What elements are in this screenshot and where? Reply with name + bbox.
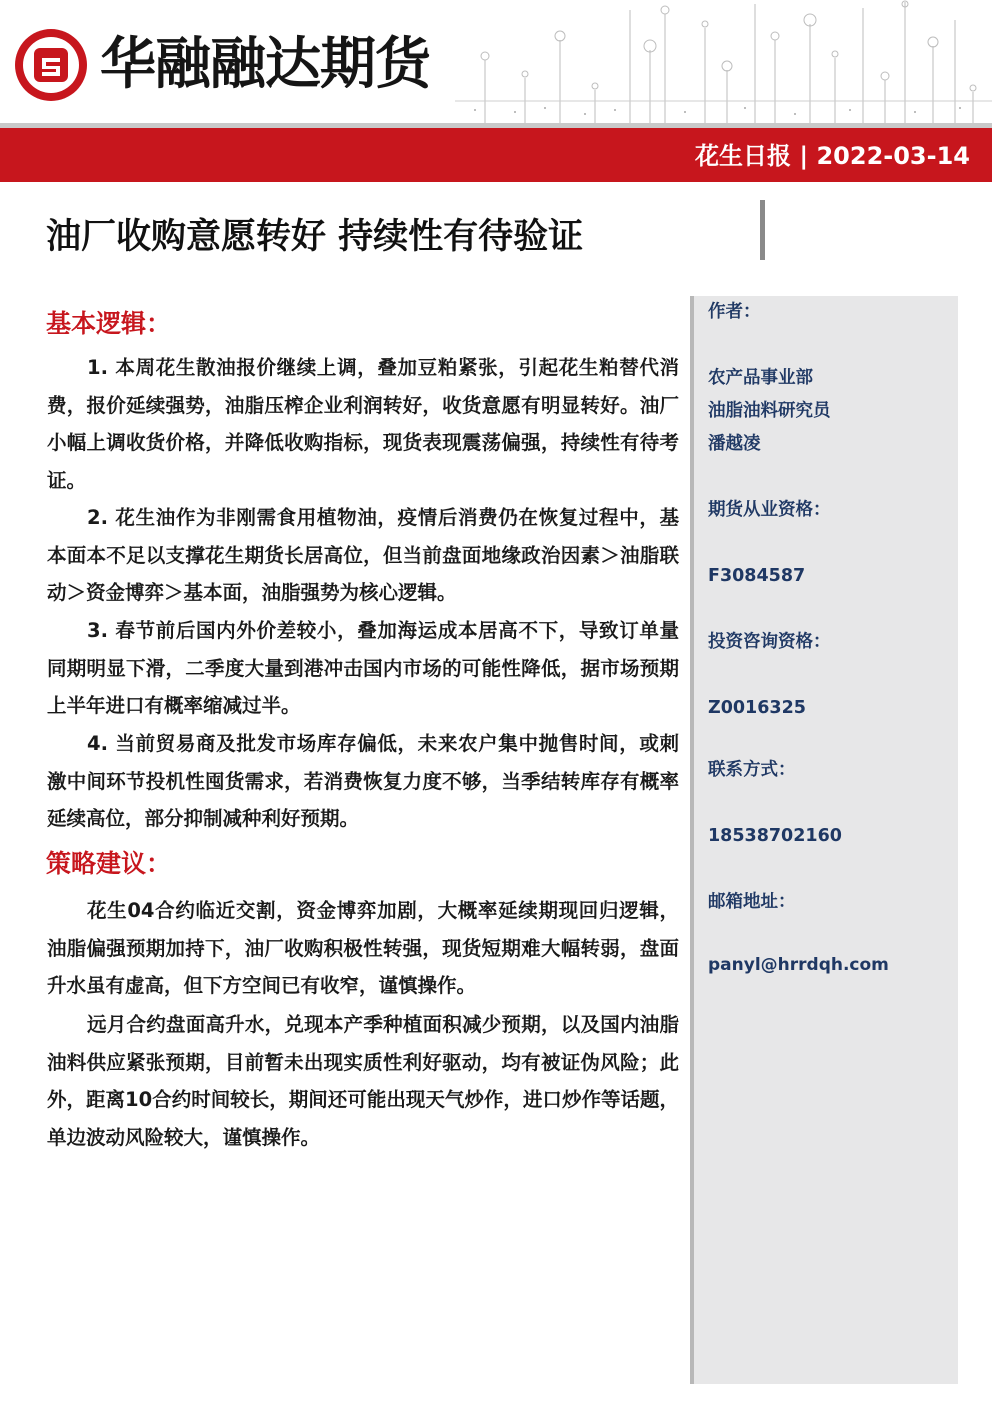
title-divider: [760, 200, 765, 260]
logic-paragraph: 1. 本周花生散油报价继续上调，叠加豆粕紧张，引起花生粕替代消费，报价延续强势，油脂压榨企业利润转好，收货意愿有明显转好。油厂小幅上调收货价格，并降低收购指标，现货表现震荡偏强，持续性有待考证。: [47, 356, 679, 492]
header-decoration: [455, 0, 992, 130]
strategy-paragraph: 远月合约盘面高升水，兑现本产季种植面积减少预期，以及国内油脂油料供应紧张预期，目前暂未出现实质性利好驱动，均有被证伪风险；此外，距离10合约时间较长，期间还可能出现天气炒作，进口炒作等话题，单边波动风险较大，谨慎操作。: [47, 1013, 679, 1149]
contact-value: 18538702160: [708, 826, 842, 846]
investment-qualification-value: Z0016325: [708, 698, 806, 718]
logic-paragraph: 4. 当前贸易商及批发市场库存偏低，未来农户集中抛售时间，或刺激中间环节投机性囤货需求，若消费恢复力度不够，当季结转库存有概率延续高位，部分抑制减种利好预期。: [47, 732, 679, 830]
report-tag: 花生日报 | 2022-03-14: [695, 142, 970, 170]
section-heading-logic: 基本逻辑：: [46, 309, 172, 338]
section-heading-strategy: 策略建议：: [46, 849, 172, 878]
decorative-lines-graphic: [455, 0, 992, 130]
email-label: 邮箱地址：: [708, 892, 796, 912]
investment-qualification-label: 投资咨询资格：: [708, 632, 831, 652]
logic-paragraph: 3. 春节前后国内外价差较小，叠加海运成本居高不下，导致订单量同期明显下滑，二季度大量到港冲击国内市场的可能性降低，据市场预期上半年进口有概率缩减过半。: [47, 619, 679, 717]
company-logo-icon: [12, 26, 90, 104]
futures-qualification-value: F3084587: [708, 566, 806, 586]
author-department: 农产品事业部: [708, 368, 813, 388]
strategy-paragraph: 花生04合约临近交割，资金博弈加剧，大概率延续期现回归逻辑，油脂偏强预期加持下，油厂收购积极性转强，现货短期难大幅转弱，盘面升水虽有虚高，但下方空间已有收窄，谨慎操作。: [47, 899, 679, 997]
sidebar-left-border: [690, 296, 694, 1384]
author-role: 油脂油料研究员: [708, 401, 831, 421]
brand-name: 华融融达期货: [100, 32, 430, 97]
author-label: 作者：: [708, 302, 761, 322]
logic-paragraph: 2. 花生油作为非刚需食用植物油，疫情后消费仍在恢复过程中，基本面本不足以支撑花生期货长居高位，但当前盘面地缘政治因素＞油脂联动＞资金博弈＞基本面，油脂强势为核心逻辑。: [47, 506, 679, 604]
email-link[interactable]: panyl@hrrdqh.com: [708, 955, 889, 975]
author-name: 潘越凌: [708, 434, 761, 454]
futures-qualification-label: 期货从业资格：: [708, 500, 831, 520]
contact-label: 联系方式：: [708, 760, 796, 780]
report-title: 油厂收购意愿转好 持续性有待验证: [46, 217, 584, 257]
